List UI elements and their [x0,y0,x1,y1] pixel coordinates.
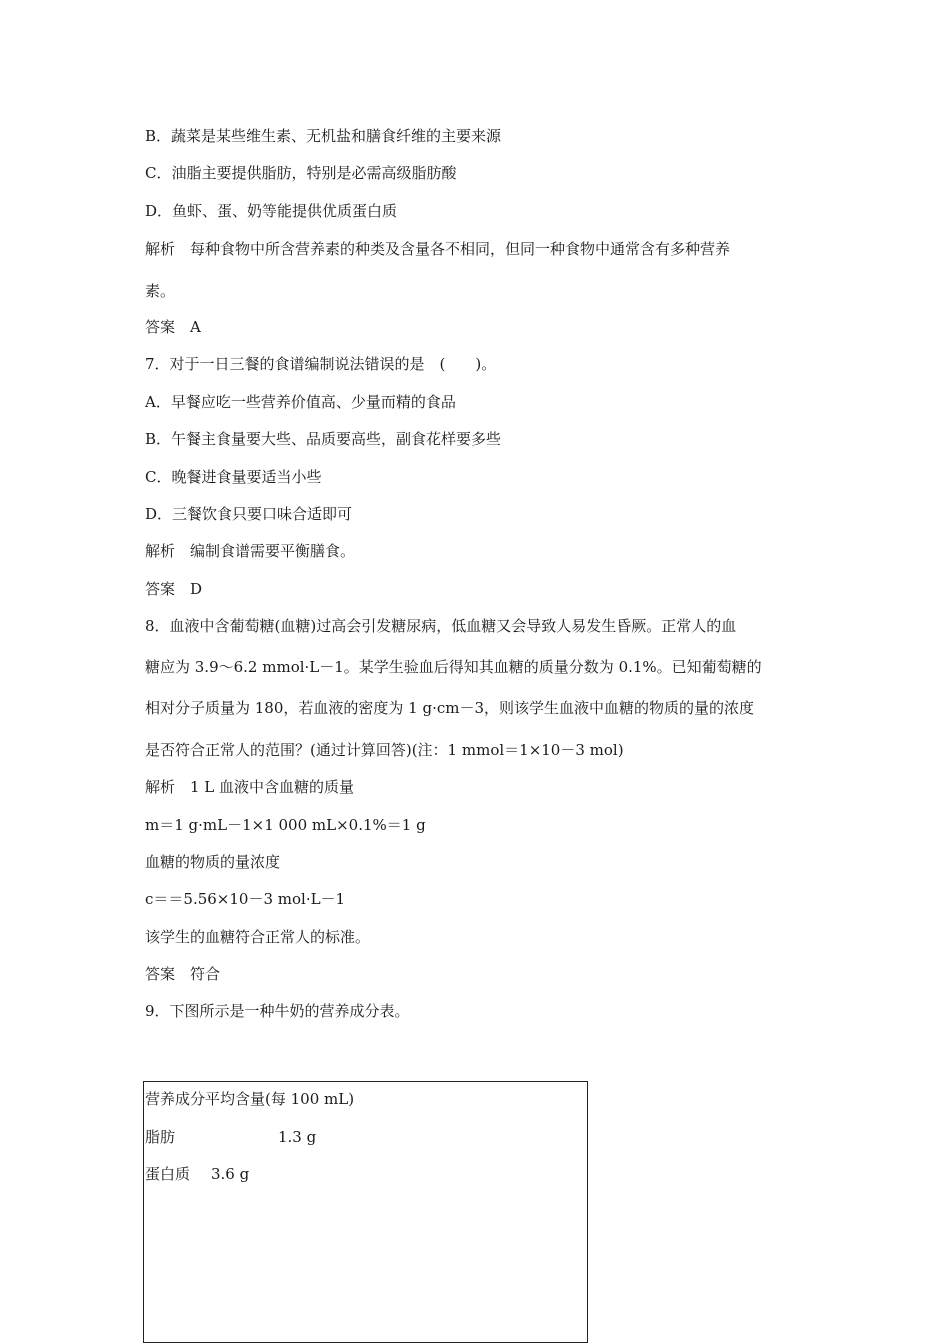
question-8-line-3: 相对分子质量为 180，若血液的密度为 1 g·cm－3，则该学生血液中血糖的物质的量的浓度 [145,699,755,717]
calc-mass: m＝1 g·mL－1×1 000 mL×0.1%＝1 g [145,816,426,834]
option-a-7: A．早餐应吃一些营养价值高、少量而精的食品 [145,393,456,411]
analysis-6-cont: 素。 [145,282,176,300]
answer-8: 答案 符合 [145,965,221,983]
question-9: 9．下图所示是一种牛奶的营养成分表。 [145,1002,410,1020]
conclusion-8: 该学生的血糖符合正常人的标准。 [145,928,371,946]
nutrition-row-protein-name: 蛋白质 [145,1165,191,1183]
option-c-7: C．晚餐进食量要适当小些 [145,468,322,486]
calc-concentration-label: 血糖的物质的量浓度 [145,853,281,871]
answer-6: 答案 A [145,318,201,336]
answer-7: 答案 D [145,580,203,598]
option-b-7: B．午餐主食量要大些、品质要高些，副食花样要多些 [145,430,502,448]
question-8-line-4: 是否符合正常人的范围？(通过计算回答)(注：1 mmol＝1×10－3 mol) [145,741,624,759]
calc-concentration: c＝＝5.56×10－3 mol·L－1 [145,890,346,908]
nutrition-row-fat-value: 1.3 g [278,1128,317,1146]
question-7: 7．对于一日三餐的食谱编制说法错误的是 ( )。 [145,355,497,373]
option-d-6: D．鱼虾、蛋、奶等能提供优质蛋白质 [145,202,398,220]
nutrition-table [143,1081,588,1343]
question-8: 8．血液中含葡萄糖(血糖)过高会引发糖尿病，低血糖又会导致人易发生昏厥。正常人的血 [145,617,737,635]
nutrition-row-protein-value: 3.6 g [211,1165,250,1183]
nutrition-row-fat-name: 脂肪 [145,1128,176,1146]
nutrition-table-header: 营养成分平均含量(每 100 mL) [145,1090,355,1108]
question-8-line-2: 糖应为 3.9～6.2 mmol·L－1。某学生验血后得知其血糖的质量分数为 0.1%。已知葡萄糖的 [145,658,762,676]
analysis-8: 解析 1 L 血液中含血糖的质量 [145,778,355,796]
option-c-6: C．油脂主要提供脂肪，特别是必需高级脂肪酸 [145,164,457,182]
analysis-7: 解析 编制食谱需要平衡膳食。 [145,542,356,560]
analysis-6: 解析 每种食物中所含营养素的种类及含量各不相同，但同一种食物中通常含有多种营养 [145,240,731,258]
option-b-6: B．蔬菜是某些维生素、无机盐和膳食纤维的主要来源 [145,127,502,145]
option-d-7: D．三餐饮食只要口味合适即可 [145,505,353,523]
